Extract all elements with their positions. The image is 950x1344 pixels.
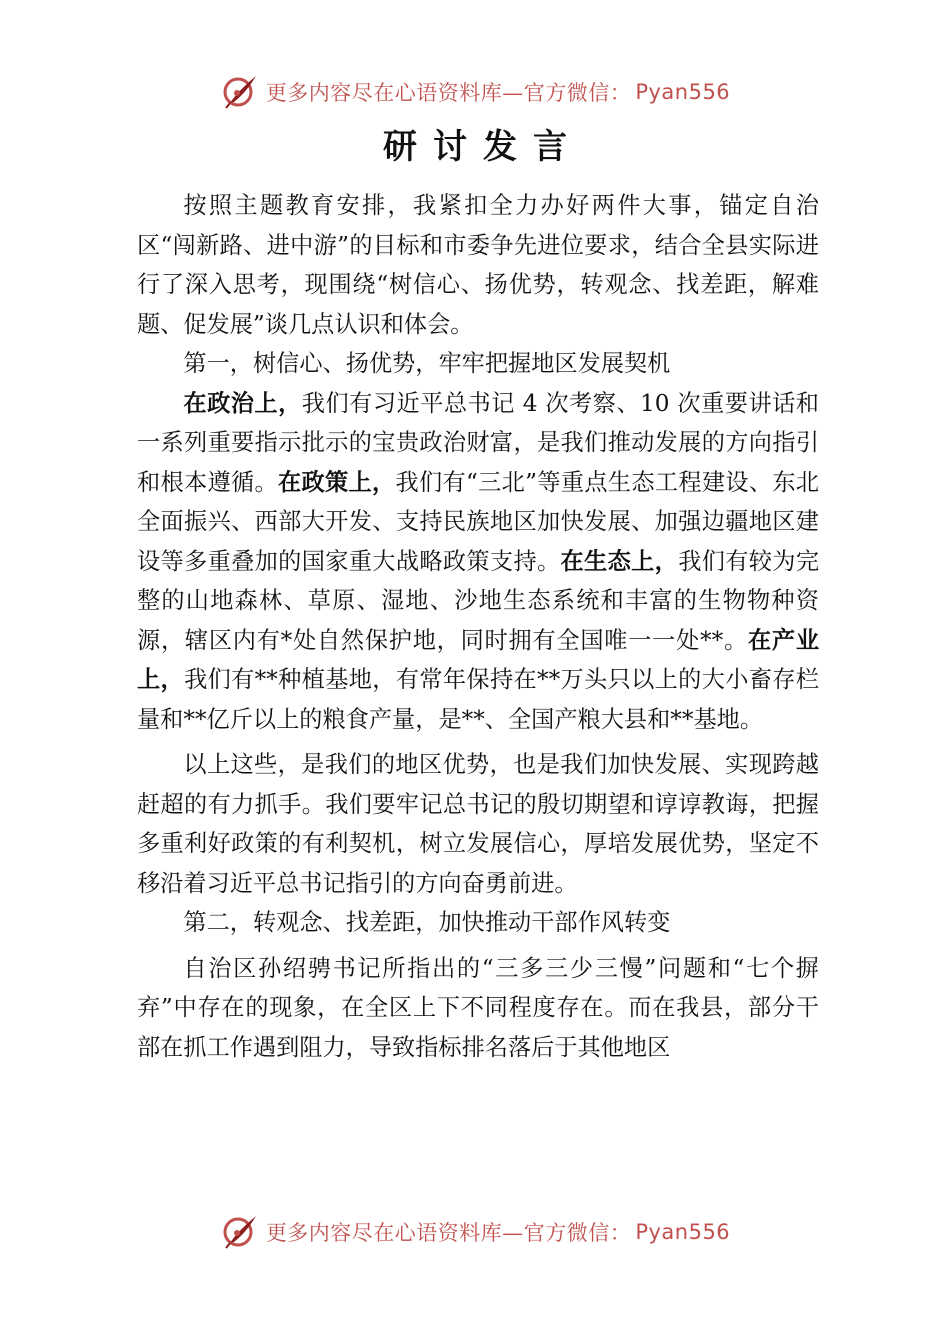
header-text: 更多内容尽在心语资料库—官方微信： (265, 81, 632, 105)
lead-policy: 在政策上， (278, 468, 396, 496)
page-title: 研讨发言 (383, 127, 583, 167)
footer-wechat-id: Pyan556 (635, 1220, 731, 1244)
footer-banner (0, 1210, 950, 1254)
lead-ecology: 在生态上， (560, 547, 679, 575)
section-heading-1: 第一，树信心、扬优势，牢牢把握地区发展契机 (183, 350, 671, 377)
text-policy: 我们有“三北”等重点生态工程建设、东北全面振兴、西部大开发、支持民族地区加快发展、加强边疆地区建设等多重叠加的国家重大战略政策支持。 (137, 468, 819, 575)
text-ecology: 我们有较为完整的山地森林、草原、湿地、沙地生态系统和丰富的生物物种资源，辖区内有*处自然保护地，同时拥有全国唯一一处**。 (137, 547, 820, 654)
lead-industry: 在产业上， (137, 626, 820, 693)
text-political: 我们有习近平总书记 4 次考察、10 次重要讲话和一系列重要指示批示的宝贵政治财富，是我们推动发展的方向指引和根本遵循。 (137, 389, 819, 496)
section-heading-2: 第二，转观念、找差距，加快推动干部作风转变 (183, 909, 671, 936)
paragraph-issues: 自治区孙绍骋书记所指出的“三多三少三慢”问题和“七个摒弃”中存在的现象，在全区上下不同程度存在。而在我县，部分干部在抓工作遇到阻力，导致指标排名落后于其他地区 (137, 954, 819, 1061)
header-banner (0, 70, 950, 114)
paragraph-intro: 按照主题教育安排，我紧扣全力办好两件大事，锚定自治区“闯新路、进中游”的目标和市委争先进位要求，结合全县实际进行了深入思考，现围绕“树信心、扬优势，转观念、找差距，解难题、促发展”谈几点认识和体会。 (137, 192, 819, 338)
footer-text: 更多内容尽在心语资料库—官方微信： (265, 1221, 632, 1245)
quill-logo-icon (220, 1212, 260, 1252)
document-body (137, 186, 819, 1067)
quill-logo-icon (220, 72, 260, 112)
paragraph-summary: 以上这些，是我们的地区优势，也是我们加快发展、实现跨越赶超的有力抓手。我们要牢记总书记的殷切期望和谆谆教诲，把握多重利好政策的有利契机，树立发展信心，厚培发展优势，坚定不移沿着习近平总书记指引的方向奋勇前进。 (137, 751, 819, 897)
lead-political: 在政治上， (183, 389, 302, 417)
text-industry: 我们有**种植基地，有常年保持在**万头只以上的大小畜存栏量和**亿斤以上的粮食产量，是**、全国产粮大县和**基地。 (137, 666, 820, 733)
header-wechat-id: Pyan556 (635, 80, 731, 104)
paragraph-advantages (137, 384, 819, 740)
